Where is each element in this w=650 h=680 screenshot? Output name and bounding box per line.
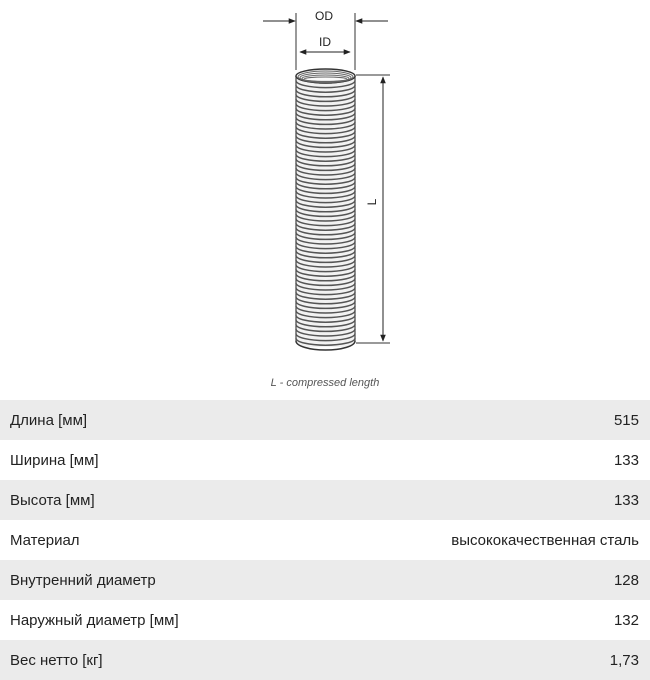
spec-row-net-weight xyxy=(0,640,650,680)
spec-value: 132 xyxy=(613,611,639,629)
hose-body xyxy=(296,69,355,350)
spec-row-material xyxy=(0,520,650,560)
diagram-caption: L - compressed length xyxy=(270,377,380,389)
od-label: OD xyxy=(315,9,333,23)
spec-row-width xyxy=(0,440,650,480)
spec-label: Высота [мм] xyxy=(10,491,95,509)
spec-value: 1,73 xyxy=(609,651,639,669)
id-label: ID xyxy=(319,35,331,49)
specs-table xyxy=(0,400,650,680)
spec-value: высококачественная сталь xyxy=(451,531,639,549)
spec-value: 128 xyxy=(613,571,639,589)
spec-row-inner-diameter xyxy=(0,560,650,600)
length-label: L xyxy=(365,198,379,206)
spec-row-length xyxy=(0,400,650,440)
spec-label: Вес нетто [кг] xyxy=(10,651,103,669)
spec-row-outer-diameter xyxy=(0,600,650,640)
length-dimension xyxy=(356,75,390,343)
spec-label: Материал xyxy=(10,531,80,549)
spec-value: 133 xyxy=(613,491,639,509)
spec-label: Внутренний диаметр xyxy=(10,571,156,589)
id-dimension xyxy=(300,35,350,52)
spec-label: Ширина [мм] xyxy=(10,451,99,469)
spec-value: 515 xyxy=(613,411,639,429)
spec-value: 133 xyxy=(613,451,639,469)
spec-row-height xyxy=(0,480,650,520)
spec-label: Длина [мм] xyxy=(10,411,88,429)
spec-label: Наружный диаметр [мм] xyxy=(10,611,179,629)
